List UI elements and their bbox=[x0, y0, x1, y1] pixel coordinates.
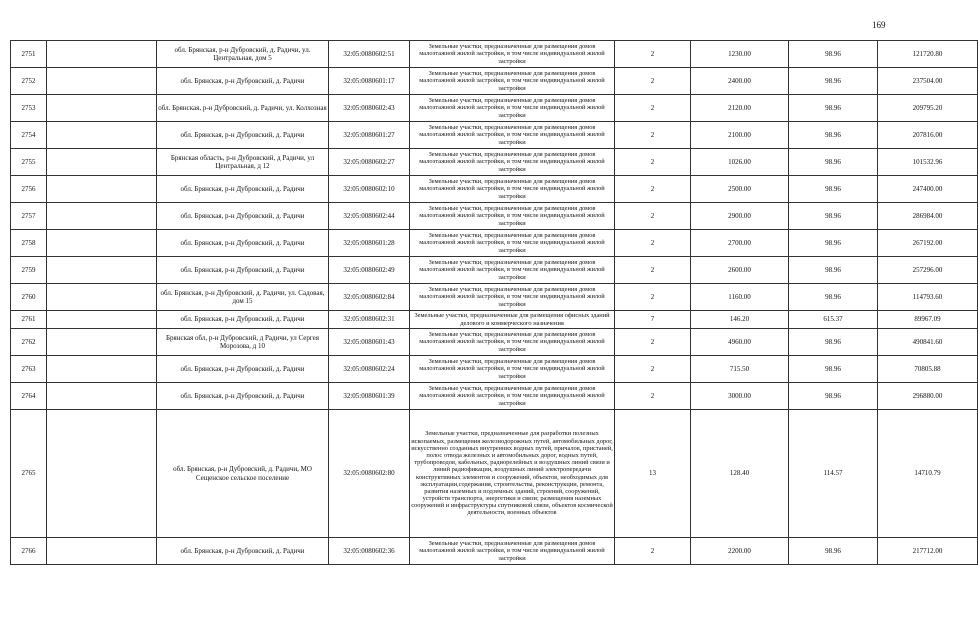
permitted-use-cell: Земельные участки, предназначенные для разработки полезных ископаемых, размещения железнодорожных путей, автомобильных дорог, искусственно созданных внутренних водных путей, причалов, пристаней, полос отвода железных и автомобильных дорог, водных путей, трубопроводов, кабельных, радиорелейных и воздушных линий связи и линий радиофикации, воздушных линий электропередачи конструктивных элементов и сооружений, объектов, необходимых для эксплуатации,содержания, строительства, реконструкции, ремонта, развития наземных и подземных зданий, строений, сооружений, устройств транспорта, энергетики и связи; размещения наземных сооружений и инфраструктуры спутниковой связи, объектов космической деятельности, военных объектов bbox=[410, 410, 615, 538]
table-row bbox=[11, 95, 978, 122]
rate-cell: 98.96 bbox=[789, 538, 878, 565]
blank-cell bbox=[47, 538, 157, 565]
permitted-use-cell: Земельные участки, предназначенные для размещения домов малоэтажной жилой застройки, в том числе индивидуальной жилой застройки bbox=[410, 356, 615, 383]
blank-cell bbox=[47, 284, 157, 311]
row-number: 2765 bbox=[11, 410, 47, 538]
address-cell: обл. Брянская, р-н Дубровский, д. Радичи bbox=[157, 176, 329, 203]
cadastral-value-cell: 207816.00 bbox=[878, 122, 978, 149]
cadastral-number-cell: 32:05:0080602:44 bbox=[329, 203, 410, 230]
group-cell: 2 bbox=[615, 329, 691, 356]
area-cell: 128.40 bbox=[691, 410, 789, 538]
blank-cell bbox=[47, 257, 157, 284]
permitted-use-cell: Земельные участки, предназначенные для размещения домов малоэтажной жилой застройки, в том числе индивидуальной жилой застройки bbox=[410, 257, 615, 284]
permitted-use-cell: Земельные участки, предназначенные для размещения домов малоэтажной жилой застройки, в том числе индивидуальной жилой застройки bbox=[410, 95, 615, 122]
rate-cell: 98.96 bbox=[789, 356, 878, 383]
table-row bbox=[11, 149, 978, 176]
cadastral-value-cell: 70805.88 bbox=[878, 356, 978, 383]
group-cell: 2 bbox=[615, 356, 691, 383]
group-cell: 2 bbox=[615, 41, 691, 68]
permitted-use-cell: Земельные участки, предназначенные для размещения домов малоэтажной жилой застройки, в том числе индивидуальной жилой застройки bbox=[410, 176, 615, 203]
blank-cell bbox=[47, 356, 157, 383]
rate-cell: 98.96 bbox=[789, 203, 878, 230]
row-number: 2759 bbox=[11, 257, 47, 284]
cadastral-value-cell: 296880.00 bbox=[878, 383, 978, 410]
blank-cell bbox=[47, 95, 157, 122]
address-cell: обл. Брянская, р-н Дубровский, д. Радичи bbox=[157, 230, 329, 257]
address-cell: обл. Брянская, р-н Дубровский, д. Радичи bbox=[157, 257, 329, 284]
group-cell: 2 bbox=[615, 203, 691, 230]
address-cell: обл. Брянская, р-н Дубровский, д. Радичи bbox=[157, 122, 329, 149]
area-cell: 1230.00 bbox=[691, 41, 789, 68]
table-row bbox=[11, 122, 978, 149]
permitted-use-cell: Земельные участки, предназначенные для размещения домов малоэтажной жилой застройки, в том числе индивидуальной жилой застройки bbox=[410, 41, 615, 68]
table-row bbox=[11, 203, 978, 230]
land-plots-table bbox=[10, 40, 978, 565]
group-cell: 2 bbox=[615, 149, 691, 176]
area-cell: 1160.00 bbox=[691, 284, 789, 311]
address-cell: обл. Брянская, р-н Дубровский, д. Радичи bbox=[157, 538, 329, 565]
address-cell: обл. Брянская, р-н Дубровский, д. Радичи bbox=[157, 311, 329, 329]
row-number: 2764 bbox=[11, 383, 47, 410]
cadastral-number-cell: 32:05:0080602:10 bbox=[329, 176, 410, 203]
blank-cell bbox=[47, 176, 157, 203]
permitted-use-cell: Земельные участки, предназначенные для размещения домов малоэтажной жилой застройки, в том числе индивидуальной жилой застройки bbox=[410, 329, 615, 356]
cadastral-number-cell: 32:05:0080602:84 bbox=[329, 284, 410, 311]
group-cell: 2 bbox=[615, 230, 691, 257]
area-cell: 2120.00 bbox=[691, 95, 789, 122]
cadastral-value-cell: 257296.00 bbox=[878, 257, 978, 284]
group-cell: 2 bbox=[615, 68, 691, 95]
row-number: 2754 bbox=[11, 122, 47, 149]
rate-cell: 98.96 bbox=[789, 122, 878, 149]
cadastral-number-cell: 32:05:0080602:27 bbox=[329, 149, 410, 176]
rate-cell: 114.57 bbox=[789, 410, 878, 538]
row-number: 2760 bbox=[11, 284, 47, 311]
row-number: 2751 bbox=[11, 41, 47, 68]
area-cell: 2100.00 bbox=[691, 122, 789, 149]
address-cell: Брянская область, р-н Дубровский, д Радичи, ул Центральная, д 12 bbox=[157, 149, 329, 176]
cadastral-value-cell: 209795.20 bbox=[878, 95, 978, 122]
permitted-use-cell: Земельные участки, предназначенные для размещения домов малоэтажной жилой застройки, в том числе индивидуальной жилой застройки bbox=[410, 68, 615, 95]
area-cell: 1026.00 bbox=[691, 149, 789, 176]
table-row bbox=[11, 41, 978, 68]
address-cell: обл. Брянская, р-н Дубровский, д. Радичи, МО Сещенское сельское поселение bbox=[157, 410, 329, 538]
area-cell: 715.50 bbox=[691, 356, 789, 383]
cadastral-number-cell: 32:05:0080602:43 bbox=[329, 95, 410, 122]
cadastral-number-cell: 32:05:0080602:51 bbox=[329, 41, 410, 68]
area-cell: 2200.00 bbox=[691, 538, 789, 565]
row-number: 2756 bbox=[11, 176, 47, 203]
rate-cell: 98.96 bbox=[789, 329, 878, 356]
area-cell: 2400.00 bbox=[691, 68, 789, 95]
cadastral-value-cell: 14710.79 bbox=[878, 410, 978, 538]
address-cell: обл. Брянская, р-н Дубровский, д. Радичи, ул. Колхозная bbox=[157, 95, 329, 122]
table-row bbox=[11, 68, 978, 95]
blank-cell bbox=[47, 311, 157, 329]
row-number: 2758 bbox=[11, 230, 47, 257]
cadastral-value-cell: 247400.00 bbox=[878, 176, 978, 203]
cadastral-value-cell: 490841.60 bbox=[878, 329, 978, 356]
row-number: 2762 bbox=[11, 329, 47, 356]
address-cell: обл. Брянская, р-н Дубровский, д. Радичи bbox=[157, 383, 329, 410]
area-cell: 2900.00 bbox=[691, 203, 789, 230]
address-cell: обл. Брянская, р-н Дубровский, д. Радичи, ул. Центральная, дом 5 bbox=[157, 41, 329, 68]
permitted-use-cell: Земельные участки, предназначенные для размещения офисных зданий делового и коммерческого назначения bbox=[410, 311, 615, 329]
group-cell: 13 bbox=[615, 410, 691, 538]
group-cell: 2 bbox=[615, 284, 691, 311]
address-cell: обл. Брянская, р-н Дубровский, д. Радичи, ул. Садовая, дом 15 bbox=[157, 284, 329, 311]
blank-cell bbox=[47, 41, 157, 68]
row-number: 2755 bbox=[11, 149, 47, 176]
rate-cell: 615.37 bbox=[789, 311, 878, 329]
permitted-use-cell: Земельные участки, предназначенные для размещения домов малоэтажной жилой застройки, в том числе индивидуальной жилой застройки bbox=[410, 284, 615, 311]
row-number: 2761 bbox=[11, 311, 47, 329]
address-cell: обл. Брянская, р-н Дубровский, д. Радичи bbox=[157, 356, 329, 383]
row-number: 2752 bbox=[11, 68, 47, 95]
cadastral-number-cell: 32:05:0080602:49 bbox=[329, 257, 410, 284]
row-number: 2753 bbox=[11, 95, 47, 122]
table-row bbox=[11, 329, 978, 356]
cadastral-value-cell: 237504.00 bbox=[878, 68, 978, 95]
cadastral-number-cell: 32:05:0080601:43 bbox=[329, 329, 410, 356]
row-number: 2757 bbox=[11, 203, 47, 230]
area-cell: 146.20 bbox=[691, 311, 789, 329]
rate-cell: 98.96 bbox=[789, 68, 878, 95]
blank-cell bbox=[47, 383, 157, 410]
cadastral-number-cell: 32:05:0080601:39 bbox=[329, 383, 410, 410]
rate-cell: 98.96 bbox=[789, 176, 878, 203]
table-row bbox=[11, 311, 978, 329]
cadastral-value-cell: 114793.60 bbox=[878, 284, 978, 311]
area-cell: 3000.00 bbox=[691, 383, 789, 410]
permitted-use-cell: Земельные участки, предназначенные для размещения домов малоэтажной жилой застройки, в том числе индивидуальной жилой застройки bbox=[410, 203, 615, 230]
table-row bbox=[11, 230, 978, 257]
table-row bbox=[11, 257, 978, 284]
table-row bbox=[11, 538, 978, 565]
blank-cell bbox=[47, 68, 157, 95]
area-cell: 2700.00 bbox=[691, 230, 789, 257]
cadastral-value-cell: 101532.96 bbox=[878, 149, 978, 176]
cadastral-number-cell: 32:05:0080601:17 bbox=[329, 68, 410, 95]
permitted-use-cell: Земельные участки, предназначенные для размещения домов малоэтажной жилой застройки, в том числе индивидуальной жилой застройки bbox=[410, 538, 615, 565]
row-number: 2766 bbox=[11, 538, 47, 565]
rate-cell: 98.96 bbox=[789, 230, 878, 257]
cadastral-value-cell: 89967.09 bbox=[878, 311, 978, 329]
table-row bbox=[11, 356, 978, 383]
blank-cell bbox=[47, 230, 157, 257]
group-cell: 2 bbox=[615, 538, 691, 565]
cadastral-number-cell: 32:05:0080602:24 bbox=[329, 356, 410, 383]
address-cell: Брянская обл, р-н Дубровский, д Радичи, ул Сергея Морозова, д 10 bbox=[157, 329, 329, 356]
table-row bbox=[11, 176, 978, 203]
cadastral-value-cell: 286984.00 bbox=[878, 203, 978, 230]
permitted-use-cell: Земельные участки, предназначенные для размещения домов малоэтажной жилой застройки, в том числе индивидуальной жилой застройки bbox=[410, 149, 615, 176]
rate-cell: 98.96 bbox=[789, 383, 878, 410]
blank-cell bbox=[47, 122, 157, 149]
row-number: 2763 bbox=[11, 356, 47, 383]
blank-cell bbox=[47, 329, 157, 356]
group-cell: 2 bbox=[615, 257, 691, 284]
rate-cell: 98.96 bbox=[789, 284, 878, 311]
area-cell: 4960.00 bbox=[691, 329, 789, 356]
rate-cell: 98.96 bbox=[789, 95, 878, 122]
area-cell: 2500.00 bbox=[691, 176, 789, 203]
blank-cell bbox=[47, 203, 157, 230]
cadastral-value-cell: 217712.00 bbox=[878, 538, 978, 565]
rate-cell: 98.96 bbox=[789, 257, 878, 284]
table-row bbox=[11, 383, 978, 410]
blank-cell bbox=[47, 410, 157, 538]
cadastral-number-cell: 32:05:0080602:80 bbox=[329, 410, 410, 538]
group-cell: 2 bbox=[615, 122, 691, 149]
cadastral-number-cell: 32:05:0080601:27 bbox=[329, 122, 410, 149]
table-row bbox=[11, 410, 978, 538]
group-cell: 2 bbox=[615, 383, 691, 410]
group-cell: 2 bbox=[615, 176, 691, 203]
cadastral-value-cell: 121720.80 bbox=[878, 41, 978, 68]
permitted-use-cell: Земельные участки, предназначенные для размещения домов малоэтажной жилой застройки, в том числе индивидуальной жилой застройки bbox=[410, 383, 615, 410]
address-cell: обл. Брянская, р-н Дубровский, д. Радичи bbox=[157, 68, 329, 95]
rate-cell: 98.96 bbox=[789, 41, 878, 68]
permitted-use-cell: Земельные участки, предназначенные для размещения домов малоэтажной жилой застройки, в том числе индивидуальной жилой застройки bbox=[410, 230, 615, 257]
cadastral-value-cell: 267192.00 bbox=[878, 230, 978, 257]
blank-cell bbox=[47, 149, 157, 176]
cadastral-number-cell: 32:05:0080601:28 bbox=[329, 230, 410, 257]
area-cell: 2600.00 bbox=[691, 257, 789, 284]
permitted-use-cell: Земельные участки, предназначенные для размещения домов малоэтажной жилой застройки, в том числе индивидуальной жилой застройки bbox=[410, 122, 615, 149]
rate-cell: 98.96 bbox=[789, 149, 878, 176]
cadastral-number-cell: 32:05:0080602:31 bbox=[329, 311, 410, 329]
table-row bbox=[11, 284, 978, 311]
address-cell: обл. Брянская, р-н Дубровский, д. Радичи bbox=[157, 203, 329, 230]
cadastral-number-cell: 32:05:0080602:36 bbox=[329, 538, 410, 565]
page-number: 169 bbox=[872, 20, 886, 30]
group-cell: 7 bbox=[615, 311, 691, 329]
group-cell: 2 bbox=[615, 95, 691, 122]
